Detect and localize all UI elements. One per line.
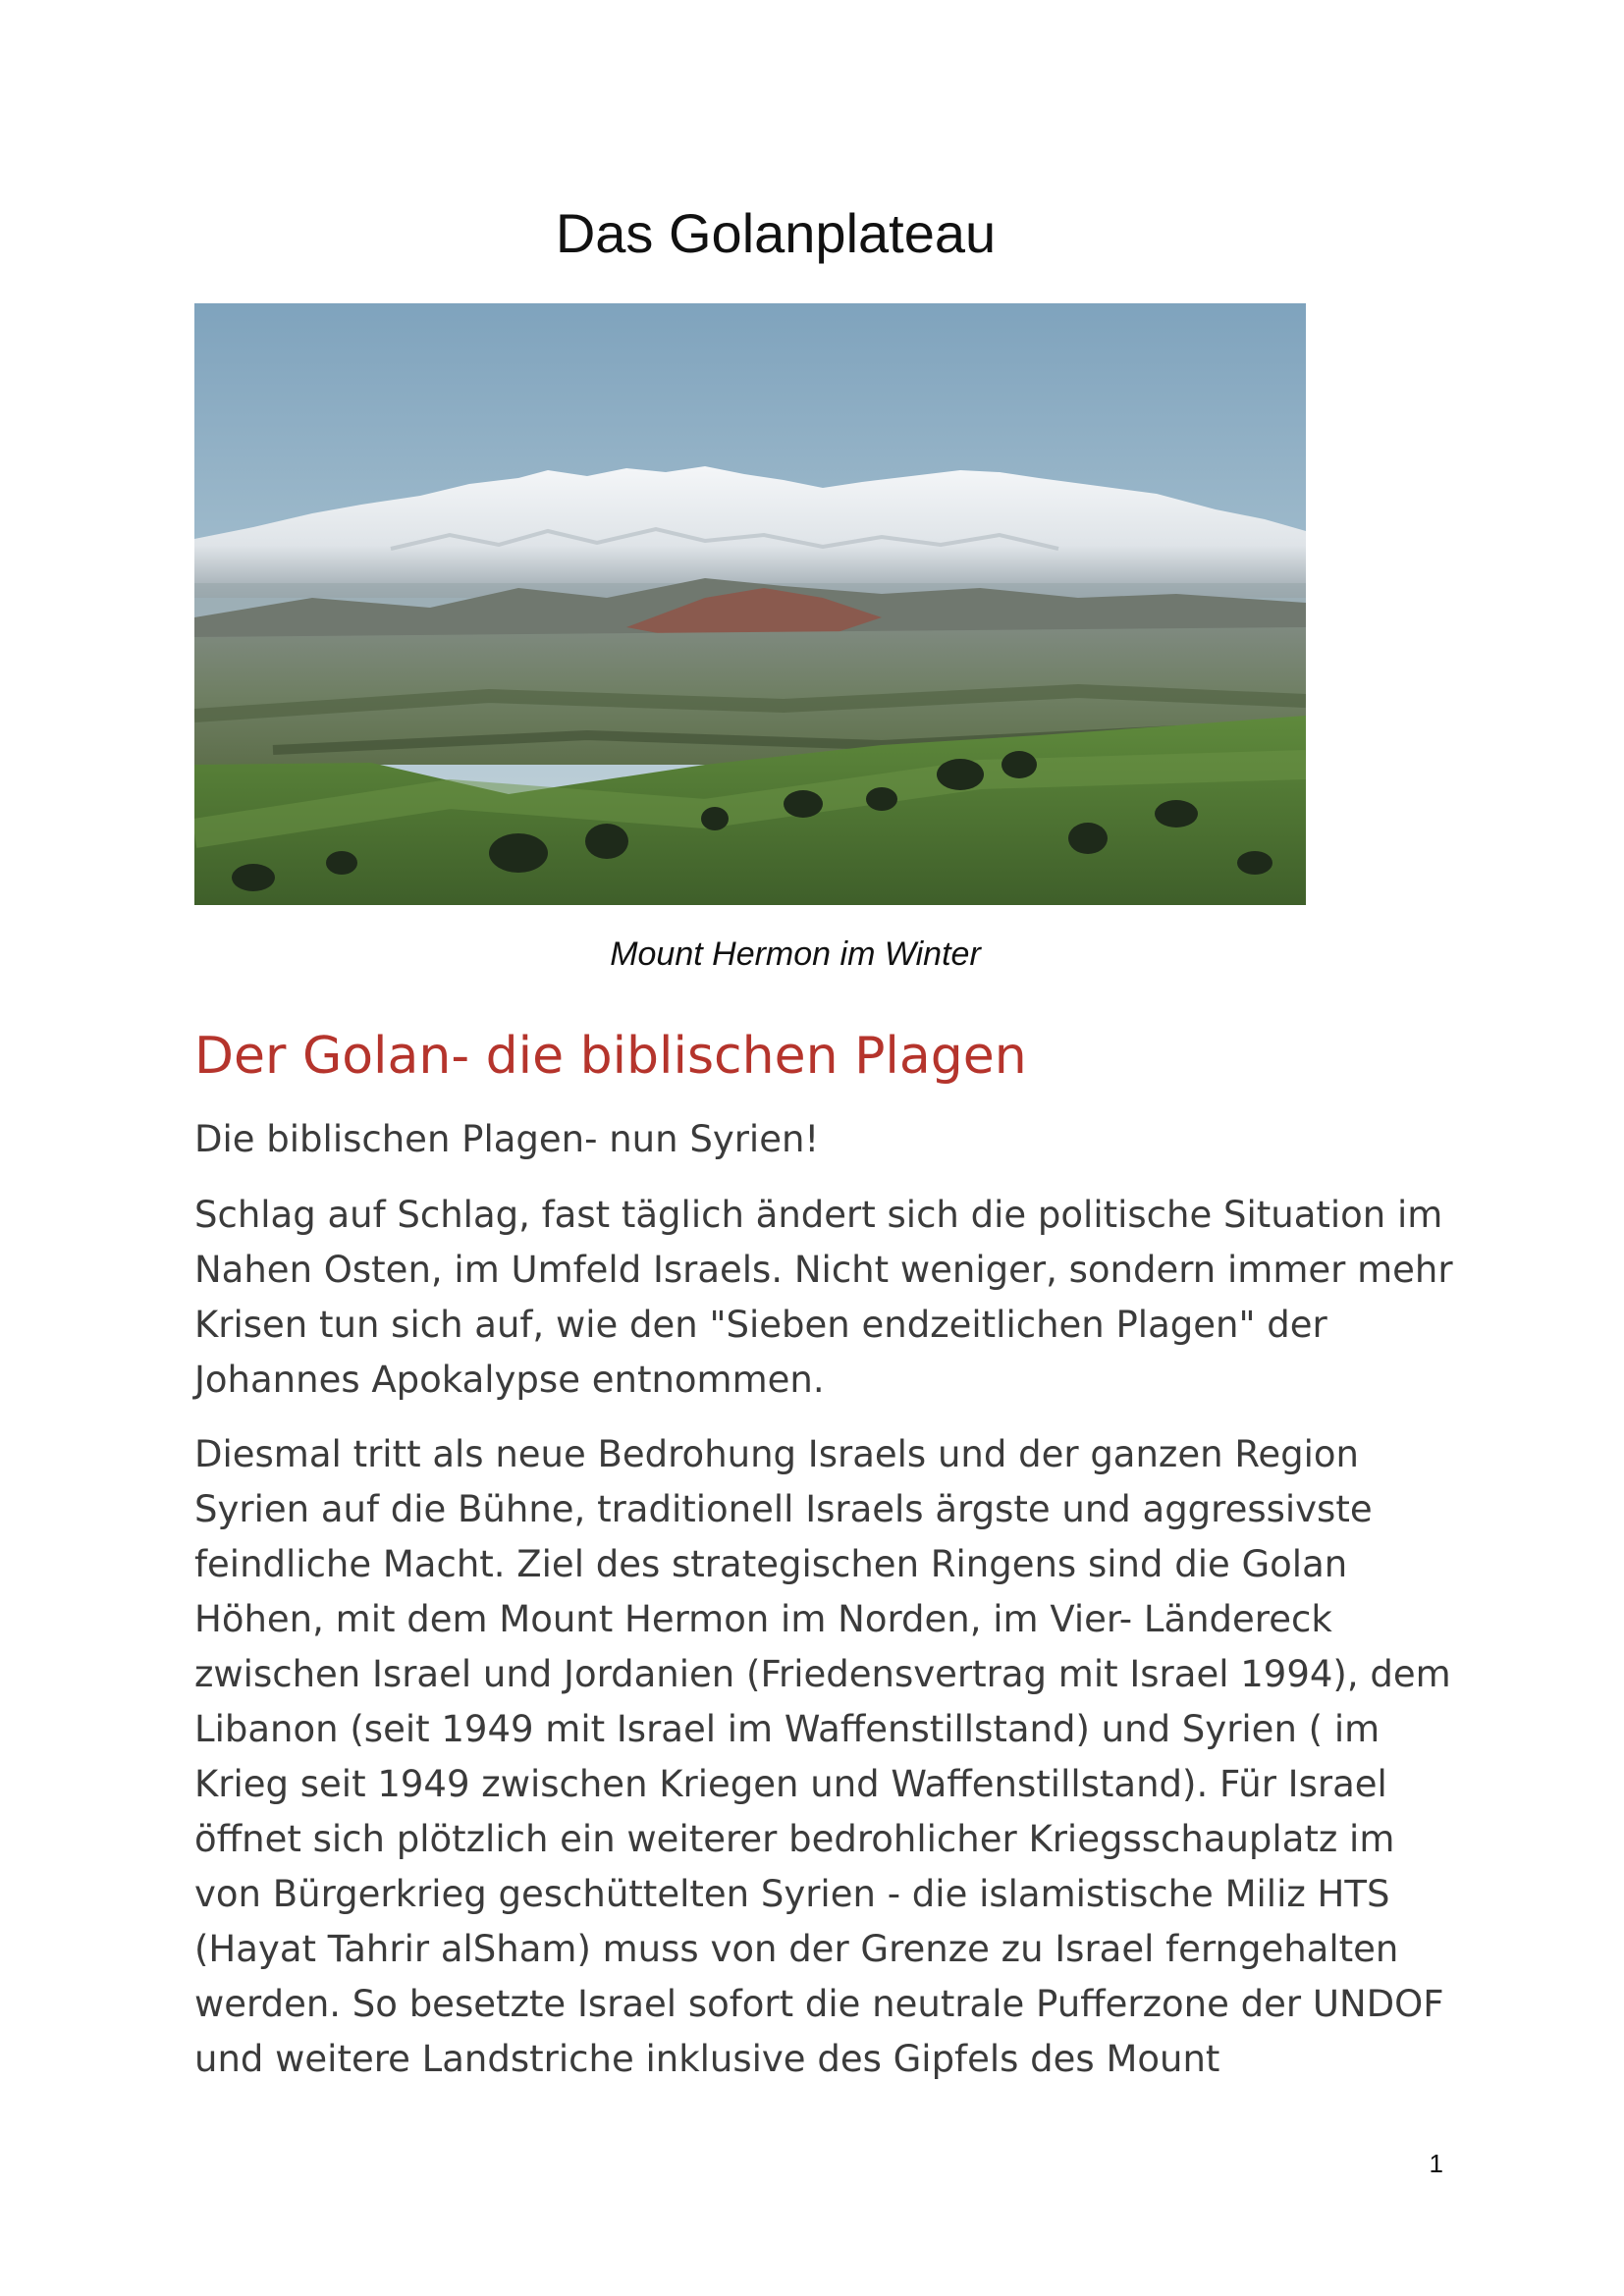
body-paragraph: Diesmal tritt als neue Bedrohung Israels und der ganzen Region Syrien auf die Bühne, traditionell Israels ärgste und aggressivste feindliche Macht. Ziel des strategischen Ringens sind die Golan Höhen, mit dem Mount Hermon im Norden, im Vier- Ländereck zwischen Israel und Jordanien (Friedensvertrag mit Israel 1994), dem Libanon (seit 1949 mit Israel im Waffenstillstand) und Syrien ( im Krieg seit 1949 zwischen Kriegen und Waffenstillstand). Für Israel öffnet sich plötzlich ein weiterer bedrohlicher Kriegsschauplatz im von Bürgerkrieg geschüttelten Syrien - die islamistische Miliz HTS (Hayat Tahrir alSham) muss von der Grenze zu Israel ferngehalten werden. So besetzte Israel sofort die neutrale Pufferzone der UNDOF und weitere Landstriche inklusive des Gipfels des Mount	[194, 1433, 1451, 2080]
mount-hermon-photo	[194, 303, 1306, 905]
image-caption: Mount Hermon im Winter	[610, 935, 981, 973]
page-number: 1	[1429, 2149, 1443, 2178]
page-title: Das Golanplateau	[555, 202, 997, 264]
body-paragraph: Schlag auf Schlag, fast täglich ändert sich die politische Situation im Nahen Osten, im Umfeld Israels. Nicht weniger, sondern immer mehr Krisen tun sich auf, wie den "Sieben endzeitlichen Plagen" der Johannes Apokalypse entnommen.	[194, 1194, 1453, 1401]
section-heading: Der Golan- die biblischen Plagen	[194, 1027, 1027, 1086]
body-paragraph: Die biblischen Plagen- nun Syrien!	[194, 1118, 820, 1160]
